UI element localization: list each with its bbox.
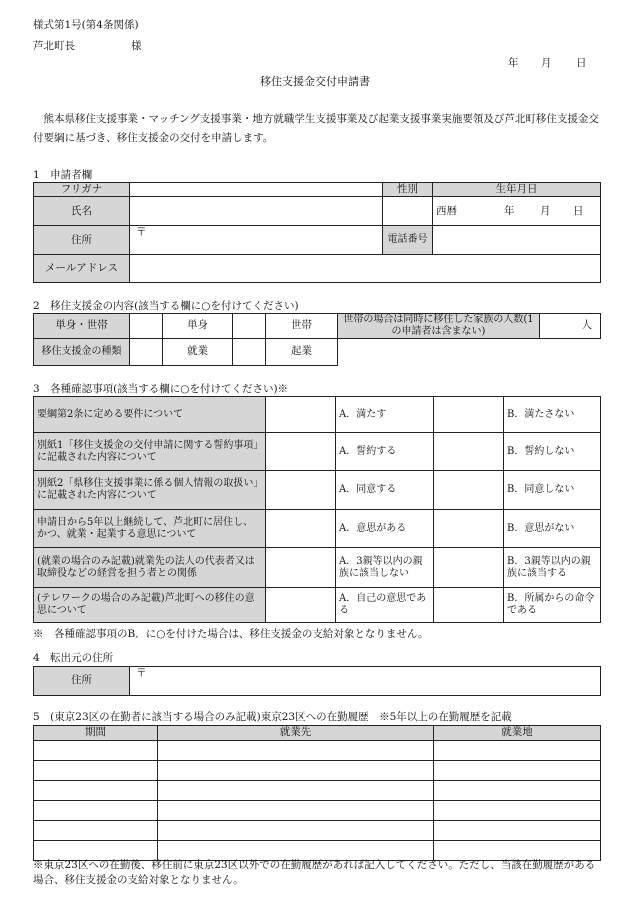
location-header: 就業地 [434, 726, 601, 741]
startup-mark-cell[interactable] [233, 339, 266, 366]
employer-cell[interactable] [158, 741, 434, 761]
confirm-b-mark[interactable] [434, 548, 504, 588]
previous-address-table [33, 666, 601, 696]
confirm-b-mark[interactable] [434, 397, 504, 433]
period-cell[interactable] [34, 821, 158, 841]
postal-mark: 〒 [136, 226, 147, 239]
household-mark-cell[interactable] [233, 314, 266, 339]
gender-label: 性別 [383, 183, 433, 197]
section1-heading: 1 申請者欄 [33, 169, 93, 181]
birthdate-field[interactable] [433, 197, 601, 226]
postal-mark: 〒 [136, 667, 147, 679]
period-header: 期間 [34, 726, 158, 741]
confirm-option-a: A．3親等以内の親族に該当しない [336, 548, 434, 588]
period-cell[interactable] [34, 741, 158, 761]
confirm-item: 申請日から5年以上継続して、芦北町に居住し、かつ、就業・起業する意思について [34, 510, 266, 548]
confirmation-note: ※ 各種確認事項のB．に○を付けた場合は、移住支援金の支給対象となりません。 [33, 628, 429, 640]
previous-address-field[interactable] [130, 667, 601, 696]
confirm-option-b: B．誓約しない [504, 433, 601, 471]
single-household-label: 単身・世帯 [34, 314, 130, 339]
confirm-a-mark[interactable] [266, 397, 336, 433]
confirm-item: 別紙1「移住支援金の交付申請に関する誓約事項」に記載された内容について [34, 433, 266, 471]
confirm-b-mark[interactable] [434, 588, 504, 623]
date-month-label: 月 [541, 57, 552, 69]
confirm-b-mark[interactable] [434, 471, 504, 510]
family-count-field[interactable] [540, 314, 601, 339]
confirm-item: 別紙2「県移住支援事業に係る個人情報の取扱い」に記載された内容について [34, 471, 266, 510]
section4-heading: 4 転出元の住所 [33, 652, 114, 664]
birthdate-era: 西暦 [436, 204, 457, 217]
address-label: 住所 [34, 226, 130, 255]
confirm-item: 要綱第2条に定める要件について [34, 397, 266, 433]
birthdate-day: 日 [573, 204, 584, 217]
period-cell[interactable] [34, 781, 158, 801]
employer-cell[interactable] [158, 821, 434, 841]
location-cell[interactable] [434, 761, 601, 781]
furigana-field[interactable] [130, 183, 383, 197]
name-label: 氏名 [34, 197, 130, 226]
employer-header: 就業先 [158, 726, 434, 741]
employer-cell[interactable] [158, 801, 434, 821]
confirm-option-a: A．意思がある [336, 510, 434, 548]
blank-area [338, 339, 601, 366]
confirm-option-a: A．誓約する [336, 433, 434, 471]
birthdate-label: 生年月日 [433, 183, 601, 197]
confirm-a-mark[interactable] [266, 471, 336, 510]
support-type-label: 移住支援金の種類 [34, 339, 130, 366]
confirm-b-mark[interactable] [434, 433, 504, 471]
confirm-option-a: A．満たす [336, 397, 434, 433]
confirm-option-a: A．同意する [336, 471, 434, 510]
confirm-option-a: A．自己の意思である [336, 588, 434, 623]
location-cell[interactable] [434, 821, 601, 841]
birthdate-year: 年 [504, 204, 515, 217]
single-mark-cell[interactable] [130, 314, 163, 339]
startup-label: 起業 [266, 339, 338, 366]
name-field[interactable] [130, 197, 383, 226]
household-label: 世帯 [266, 314, 338, 339]
addressee-honorific: 様 [131, 40, 142, 52]
phone-field[interactable] [433, 226, 601, 255]
confirm-a-mark[interactable] [266, 510, 336, 548]
confirm-option-b: B．所属からの命令である [504, 588, 601, 623]
date-day-label: 日 [576, 57, 587, 69]
confirm-option-b: B．同意しない [504, 471, 601, 510]
previous-address-label: 住所 [34, 667, 130, 696]
confirmation-table [33, 396, 601, 623]
confirm-option-b: B．満たさない [504, 397, 601, 433]
section5-heading: 5 (東京23区の在勤者に該当する場合のみ記載)東京23区への在勤履歴 ※5年以上の在勤履歴を記載 [33, 711, 512, 723]
confirm-item: (テレワークの場合のみ記載)芦北町への移住の意思について [34, 588, 266, 623]
employer-cell[interactable] [158, 781, 434, 801]
page-title: 移住支援金交付申請書 [260, 75, 370, 88]
location-cell[interactable] [434, 781, 601, 801]
furigana-label: フリガナ [34, 183, 130, 197]
confirm-option-b: B．3親等以内の親族に該当する [504, 548, 601, 588]
intro-text: 熊本県移住支援事業・マッチング支援事業・地方就職学生支援事業及び起業支援事業実施要領及び芦北町移住支援金交付要綱に基づき、移住支援金の交付を申請します。 [33, 113, 599, 144]
work-history-table [33, 725, 601, 861]
persons-unit: 人 [581, 319, 592, 332]
location-cell[interactable] [434, 741, 601, 761]
work-history-note: ※東京23区への在勤後、移住前に東京23区以外での在勤履歴があれば記入してください。ただし、当該在勤履歴がある場合、移住支援金の支給対象となりません。 [33, 859, 596, 886]
addressee: 芦北町長 [33, 40, 75, 52]
email-label: メールアドレス [34, 255, 130, 283]
confirm-item: (就業の場合のみ記載)就業先の法人の代表者又は取締役などの経営を担う者との関係 [34, 548, 266, 588]
family-count-note: 世帯の場合は同時に移住した家族の人数(1の申請者は含まない) [338, 314, 540, 339]
employment-label: 就業 [163, 339, 233, 366]
employment-mark-cell[interactable] [130, 339, 163, 366]
email-field[interactable] [130, 255, 601, 283]
gender-field[interactable] [383, 197, 433, 226]
confirm-a-mark[interactable] [266, 433, 336, 471]
phone-label: 電話番号 [383, 226, 433, 255]
section2-heading: 2 移住支援金の内容(該当する欄に○を付けてください) [33, 300, 299, 312]
confirm-a-mark[interactable] [266, 548, 336, 588]
confirm-option-b: B．意思がない [504, 510, 601, 548]
confirm-a-mark[interactable] [266, 588, 336, 623]
location-cell[interactable] [434, 801, 601, 821]
period-cell[interactable] [34, 801, 158, 821]
birthdate-month: 月 [540, 204, 551, 217]
form-number: 様式第1号(第4条関係) [33, 19, 139, 31]
single-label: 単身 [163, 314, 233, 339]
period-cell[interactable] [34, 761, 158, 781]
employer-cell[interactable] [158, 761, 434, 781]
confirm-b-mark[interactable] [434, 510, 504, 548]
support-content-table [33, 313, 601, 366]
date-year-label: 年 [508, 57, 519, 69]
section3-heading: 3 各種確認事項(該当する欄に○を付けてください)※ [33, 383, 289, 395]
applicant-table [33, 182, 601, 283]
address-field[interactable] [130, 226, 383, 255]
